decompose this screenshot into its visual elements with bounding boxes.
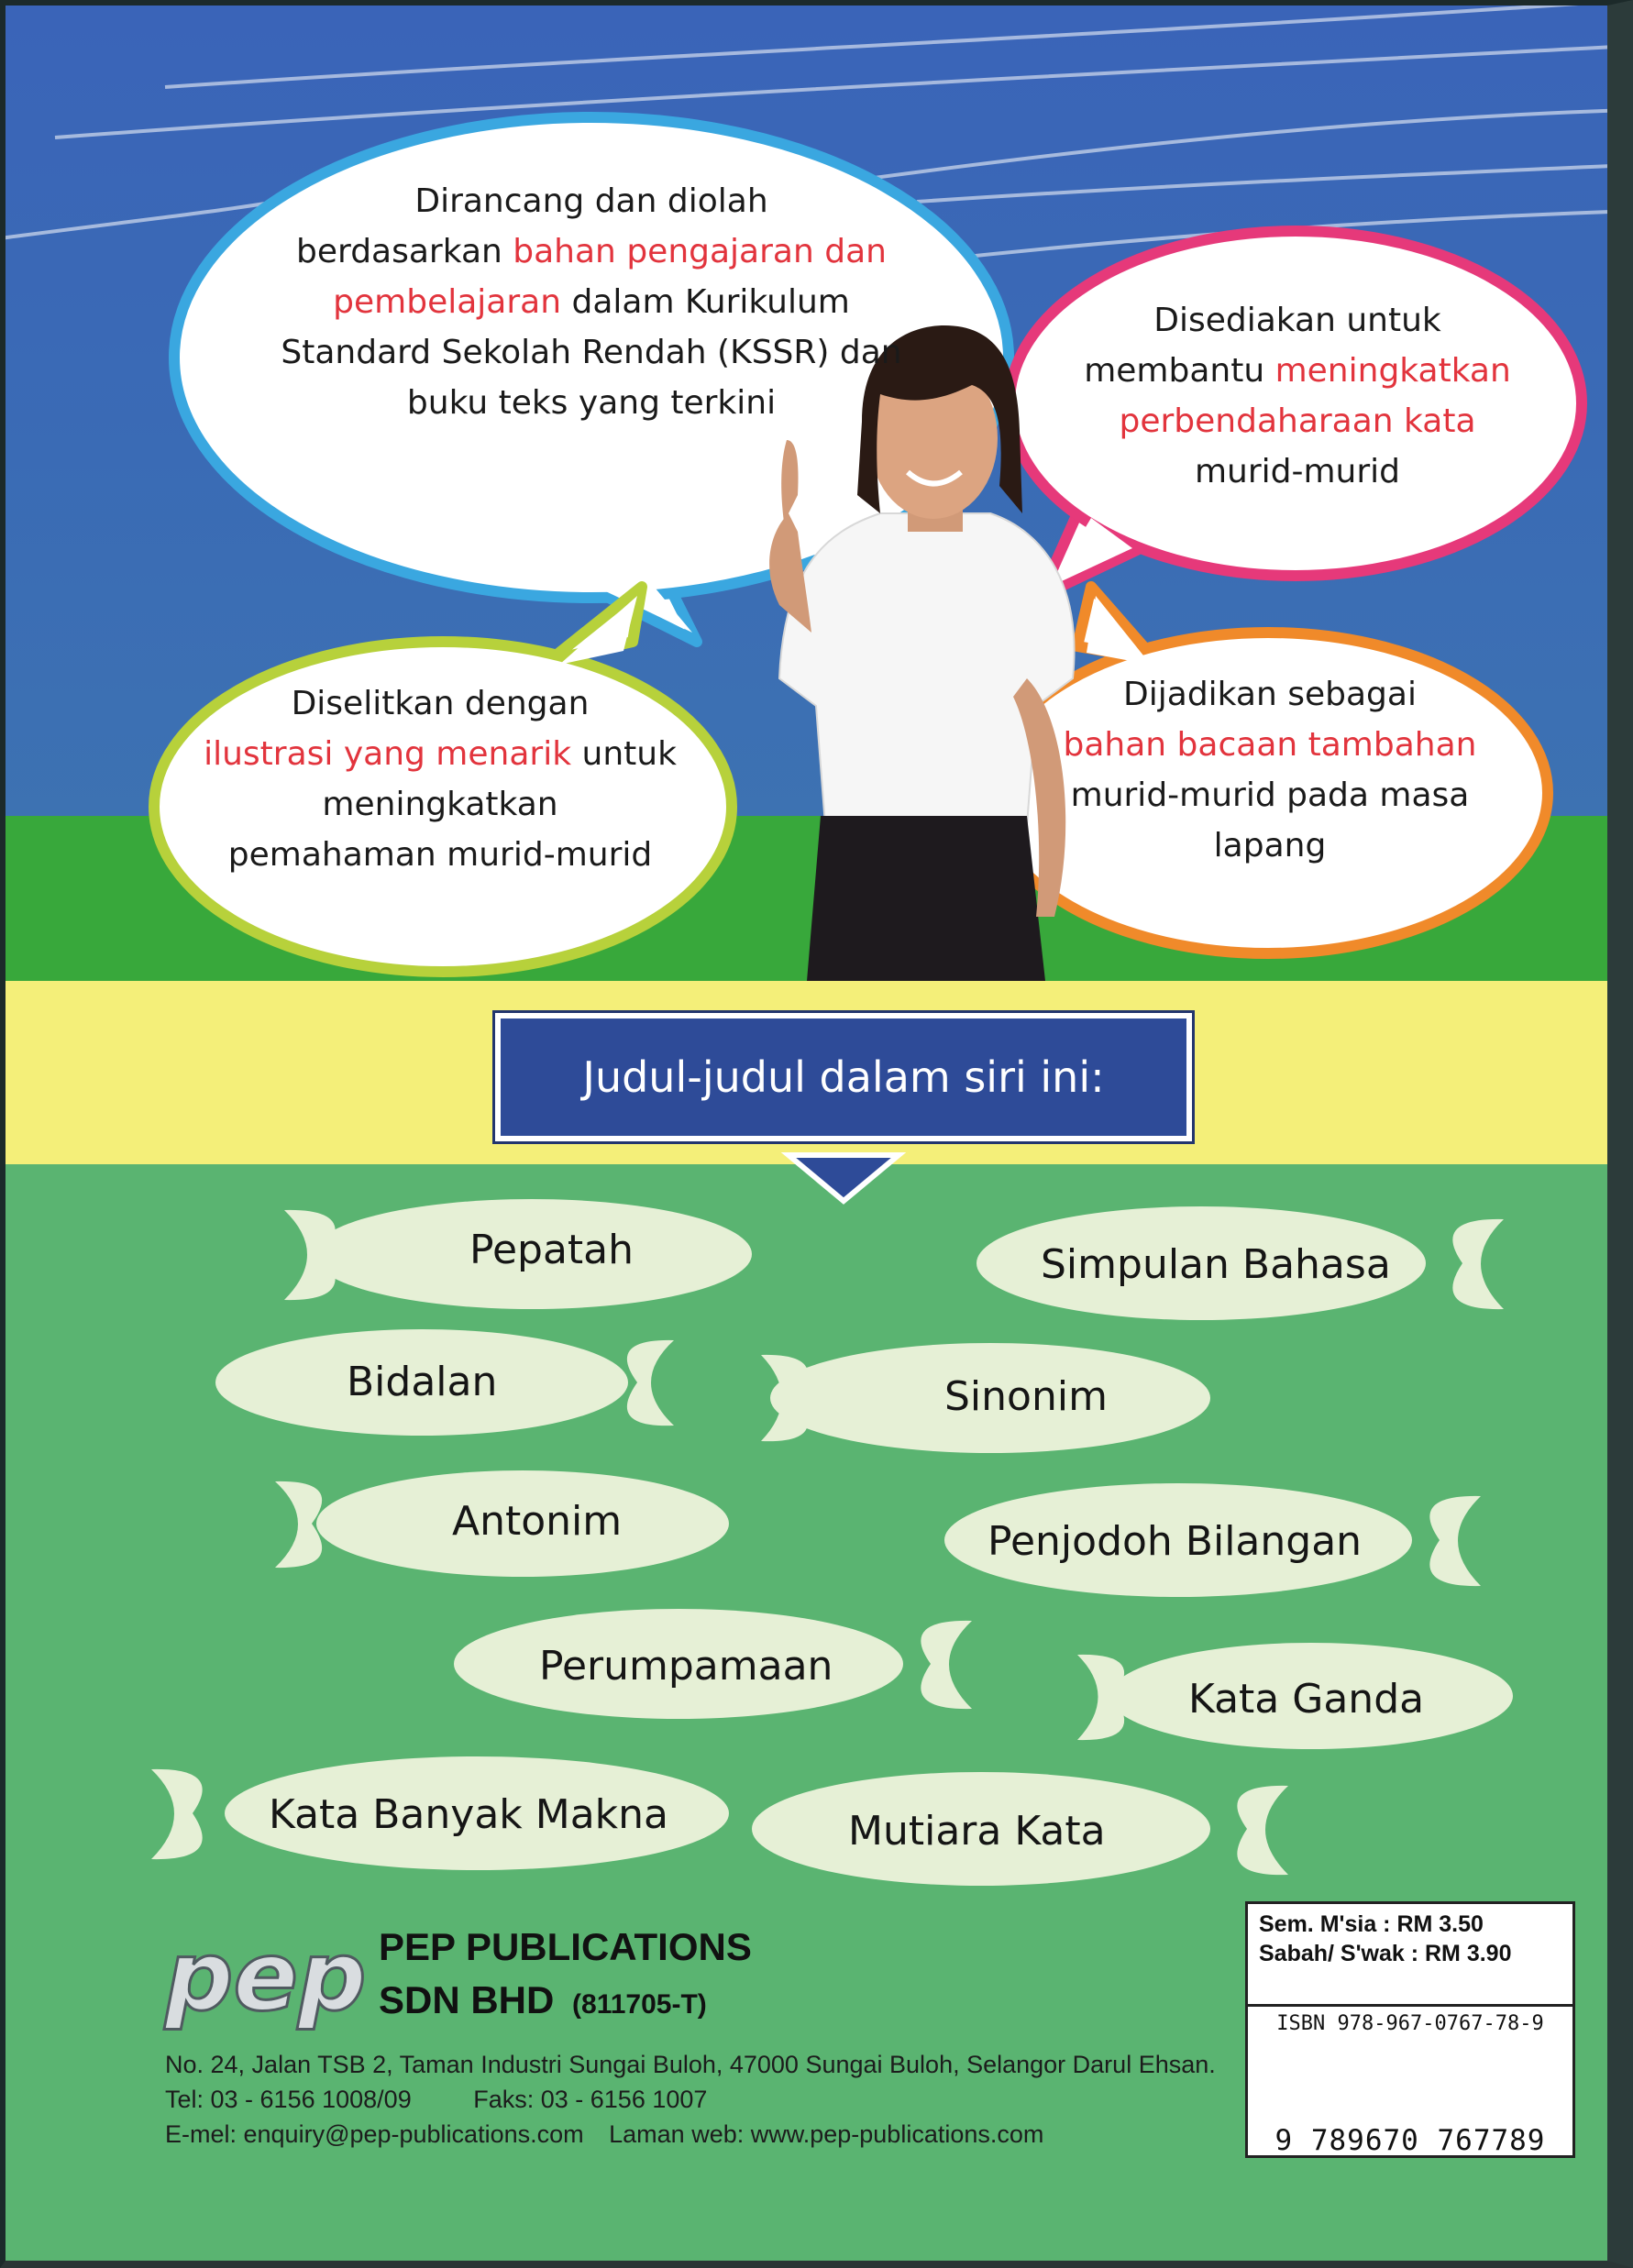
publisher-web: Laman web: www.pep-publications.com	[609, 2120, 1044, 2148]
publisher-reg-no: (811705-T)	[572, 1989, 707, 2020]
banner-pointer	[789, 1155, 899, 1201]
series-banner-title: Judul-judul dalam siri ini:	[582, 1052, 1105, 1102]
title-bidalan: Bidalan	[347, 1359, 498, 1405]
publisher-tel: Tel: 03 - 6156 1008/09	[165, 2086, 412, 2113]
title-kata-banyak-makna: Kata Banyak Makna	[269, 1791, 669, 1838]
bubble-blue-line: berdasarkan bahan pengajaran dan	[296, 233, 887, 270]
title-mutiara-kata: Mutiara Kata	[848, 1808, 1106, 1855]
isbn-box	[1245, 2004, 1575, 2158]
pep-logo-text: pep	[165, 1921, 367, 2032]
bubble-lime-line: ilustrasi yang menarik untuk	[204, 735, 677, 773]
bubble-blue-line: Dirancang dan diolah	[414, 182, 768, 220]
bubble-blue-line: Standard Sekolah Rendah (KSSR) dan	[281, 334, 902, 371]
price-box	[1245, 1901, 1575, 2017]
bubble-orange-line: bahan bacaan tambahan	[1063, 726, 1477, 764]
bubble-lime-line: pemahaman murid-murid	[227, 836, 653, 874]
bubble-lime-text	[165, 678, 715, 880]
bubble-orange-line: Dijadikan sebagai	[1123, 676, 1417, 713]
isbn-digits: 9 789670 767789	[1274, 2124, 1546, 2157]
bubble-blue-text	[197, 176, 986, 428]
title-kata-ganda: Kata Ganda	[1188, 1676, 1425, 1723]
title-simpulan-bahasa: Simpulan Bahasa	[1041, 1241, 1391, 1288]
price-peninsular: Sem. M'sia : RM 3.50	[1259, 1911, 1484, 1937]
bubble-orange-line: lapang	[1213, 827, 1327, 864]
title-pepatah: Pepatah	[469, 1227, 634, 1273]
publisher-email: E-mel: enquiry@pep-publications.com	[165, 2120, 584, 2148]
bubble-lime-line: meningkatkan	[322, 786, 558, 823]
price-sabah-sarawak: Sabah/ S'wak : RM 3.90	[1259, 1941, 1512, 1966]
title-sinonim: Sinonim	[944, 1373, 1108, 1420]
publisher-address: No. 24, Jalan TSB 2, Taman Industri Sungai Buloh, 47000 Sungai Buloh, Selangor Darul Ehsan.	[165, 2051, 1216, 2078]
title-perumpamaan: Perumpamaan	[539, 1643, 833, 1690]
bubble-blue-line: buku teks yang terkini	[406, 384, 777, 422]
bubble-pink-line: murid-murid	[1194, 453, 1401, 490]
bubble-pink-line: membantu meningkatkan	[1084, 352, 1511, 390]
publisher-contacts	[165, 2120, 1043, 2149]
bubble-orange-text	[1009, 669, 1531, 871]
title-penjodoh-bilangan: Penjodoh Bilangan	[988, 1518, 1363, 1565]
publisher-fax: Faks: 03 - 6156 1007	[473, 2086, 708, 2113]
bubble-pink-line: perbendaharaan kata	[1119, 402, 1476, 440]
isbn-label: ISBN 978-967-0767-78-9	[1276, 2012, 1544, 2035]
publisher-name-line2	[379, 1978, 707, 2022]
bubble-pink-line: Disediakan untuk	[1153, 302, 1441, 339]
bubble-orange-line: murid-murid pada masa	[1070, 776, 1470, 814]
publisher-tel-fax	[165, 2086, 707, 2114]
pep-logo	[160, 1921, 366, 2032]
bubble-pink-text	[1027, 295, 1568, 497]
series-banner	[495, 1013, 1192, 1141]
publisher-sdnbhd: SDN BHD	[379, 1978, 555, 2021]
publisher-name-line1: PEP PUBLICATIONS	[379, 1925, 752, 1968]
bubble-lime-line: Diselitkan dengan	[291, 685, 590, 722]
bubble-blue-line: pembelajaran dalam Kurikulum	[333, 283, 850, 321]
title-antonim: Antonim	[452, 1498, 623, 1545]
